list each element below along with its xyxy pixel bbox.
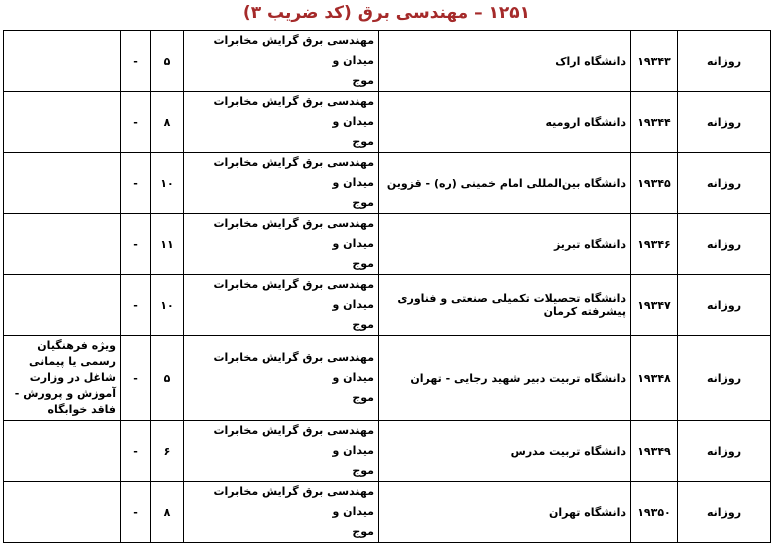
major-line-1: مهندسی برق گرایش مخابرات میدان و xyxy=(213,217,374,250)
major-line-2: موج xyxy=(352,525,374,538)
dash-cell: - xyxy=(121,92,151,153)
capacity-cell: ۱۰ xyxy=(151,275,184,336)
dash-cell: - xyxy=(121,336,151,421)
university-cell: دانشگاه ارومیه xyxy=(379,92,631,153)
program-code-cell: ۱۹۳۴۶ xyxy=(631,214,678,275)
note-cell: ویژه فرهنگیان رسمی یا پیمانی شاغل در وزارت آموزش و پرورش - فاقد خوابگاه xyxy=(4,336,121,421)
program-code-cell: ۱۹۳۵۰ xyxy=(631,482,678,543)
major-cell xyxy=(184,92,379,153)
program-code-cell: ۱۹۳۴۵ xyxy=(631,153,678,214)
university-cell: دانشگاه بین‌المللی امام خمینی (ره) - قزوین xyxy=(379,153,631,214)
program-code-cell: ۱۹۳۴۸ xyxy=(631,336,678,421)
capacity-cell: ۱۱ xyxy=(151,214,184,275)
capacity-cell: ۸ xyxy=(151,92,184,153)
university-cell: دانشگاه تحصیلات تکمیلی صنعتی و فناوری پیشرفته کرمان xyxy=(379,275,631,336)
major-line-1: مهندسی برق گرایش مخابرات میدان و xyxy=(213,424,374,457)
major-line-1: مهندسی برق گرایش مخابرات میدان و xyxy=(213,485,374,518)
major-line-2: موج xyxy=(352,257,374,270)
major-line-1: مهندسی برق گرایش مخابرات میدان و xyxy=(213,156,374,189)
university-cell: دانشگاه تربیت مدرس xyxy=(379,421,631,482)
major-cell xyxy=(184,275,379,336)
major-cell xyxy=(184,153,379,214)
note-cell xyxy=(4,275,121,336)
dash-cell: - xyxy=(121,153,151,214)
major-cell xyxy=(184,336,379,421)
study-type-cell: روزانه xyxy=(678,482,771,543)
page-title: ۱۲۵۱ – مهندسی برق (کد ضریب ۳) xyxy=(242,3,531,23)
dash-cell: - xyxy=(121,275,151,336)
table-row xyxy=(4,92,771,153)
university-cell: دانشگاه تبریز xyxy=(379,214,631,275)
major-line-2: موج xyxy=(352,391,374,404)
study-type-cell: روزانه xyxy=(678,31,771,92)
major-line-2: موج xyxy=(352,135,374,148)
table-row xyxy=(4,336,771,421)
dash-cell: - xyxy=(121,482,151,543)
major-cell xyxy=(184,482,379,543)
program-code-cell: ۱۹۳۴۳ xyxy=(631,31,678,92)
study-type-cell: روزانه xyxy=(678,421,771,482)
programs-table xyxy=(3,30,771,543)
study-type-cell: روزانه xyxy=(678,153,771,214)
program-code-cell: ۱۹۳۴۹ xyxy=(631,421,678,482)
capacity-cell: ۱۰ xyxy=(151,153,184,214)
major-line-2: موج xyxy=(352,318,374,331)
study-type-cell: روزانه xyxy=(678,214,771,275)
major-line-1: مهندسی برق گرایش مخابرات میدان و xyxy=(213,351,374,384)
table-row xyxy=(4,31,771,92)
note-cell xyxy=(4,31,121,92)
major-line-2: موج xyxy=(352,196,374,209)
program-code-cell: ۱۹۳۴۷ xyxy=(631,275,678,336)
note-cell xyxy=(4,153,121,214)
table-row xyxy=(4,421,771,482)
dash-cell: - xyxy=(121,31,151,92)
dash-cell: - xyxy=(121,214,151,275)
study-type-cell: روزانه xyxy=(678,336,771,421)
study-type-cell: روزانه xyxy=(678,275,771,336)
capacity-cell: ۶ xyxy=(151,421,184,482)
table-row xyxy=(4,482,771,543)
major-line-2: موج xyxy=(352,464,374,477)
university-cell: دانشگاه تربیت دبیر شهید رجایی - تهران xyxy=(379,336,631,421)
major-cell xyxy=(184,421,379,482)
dash-cell: - xyxy=(121,421,151,482)
major-line-1: مهندسی برق گرایش مخابرات میدان و xyxy=(213,278,374,311)
major-cell xyxy=(184,214,379,275)
table-row xyxy=(4,275,771,336)
major-line-1: مهندسی برق گرایش مخابرات میدان و xyxy=(213,95,374,128)
table-row xyxy=(4,214,771,275)
program-code-cell: ۱۹۳۴۴ xyxy=(631,92,678,153)
note-cell xyxy=(4,421,121,482)
table-row xyxy=(4,153,771,214)
university-cell: دانشگاه تهران xyxy=(379,482,631,543)
major-cell xyxy=(184,31,379,92)
note-cell xyxy=(4,214,121,275)
major-line-2: موج xyxy=(352,74,374,87)
note-cell xyxy=(4,482,121,543)
capacity-cell: ۵ xyxy=(151,336,184,421)
note-cell xyxy=(4,92,121,153)
university-cell: دانشگاه اراک xyxy=(379,31,631,92)
capacity-cell: ۸ xyxy=(151,482,184,543)
major-line-1: مهندسی برق گرایش مخابرات میدان و xyxy=(213,34,374,67)
capacity-cell: ۵ xyxy=(151,31,184,92)
study-type-cell: روزانه xyxy=(678,92,771,153)
